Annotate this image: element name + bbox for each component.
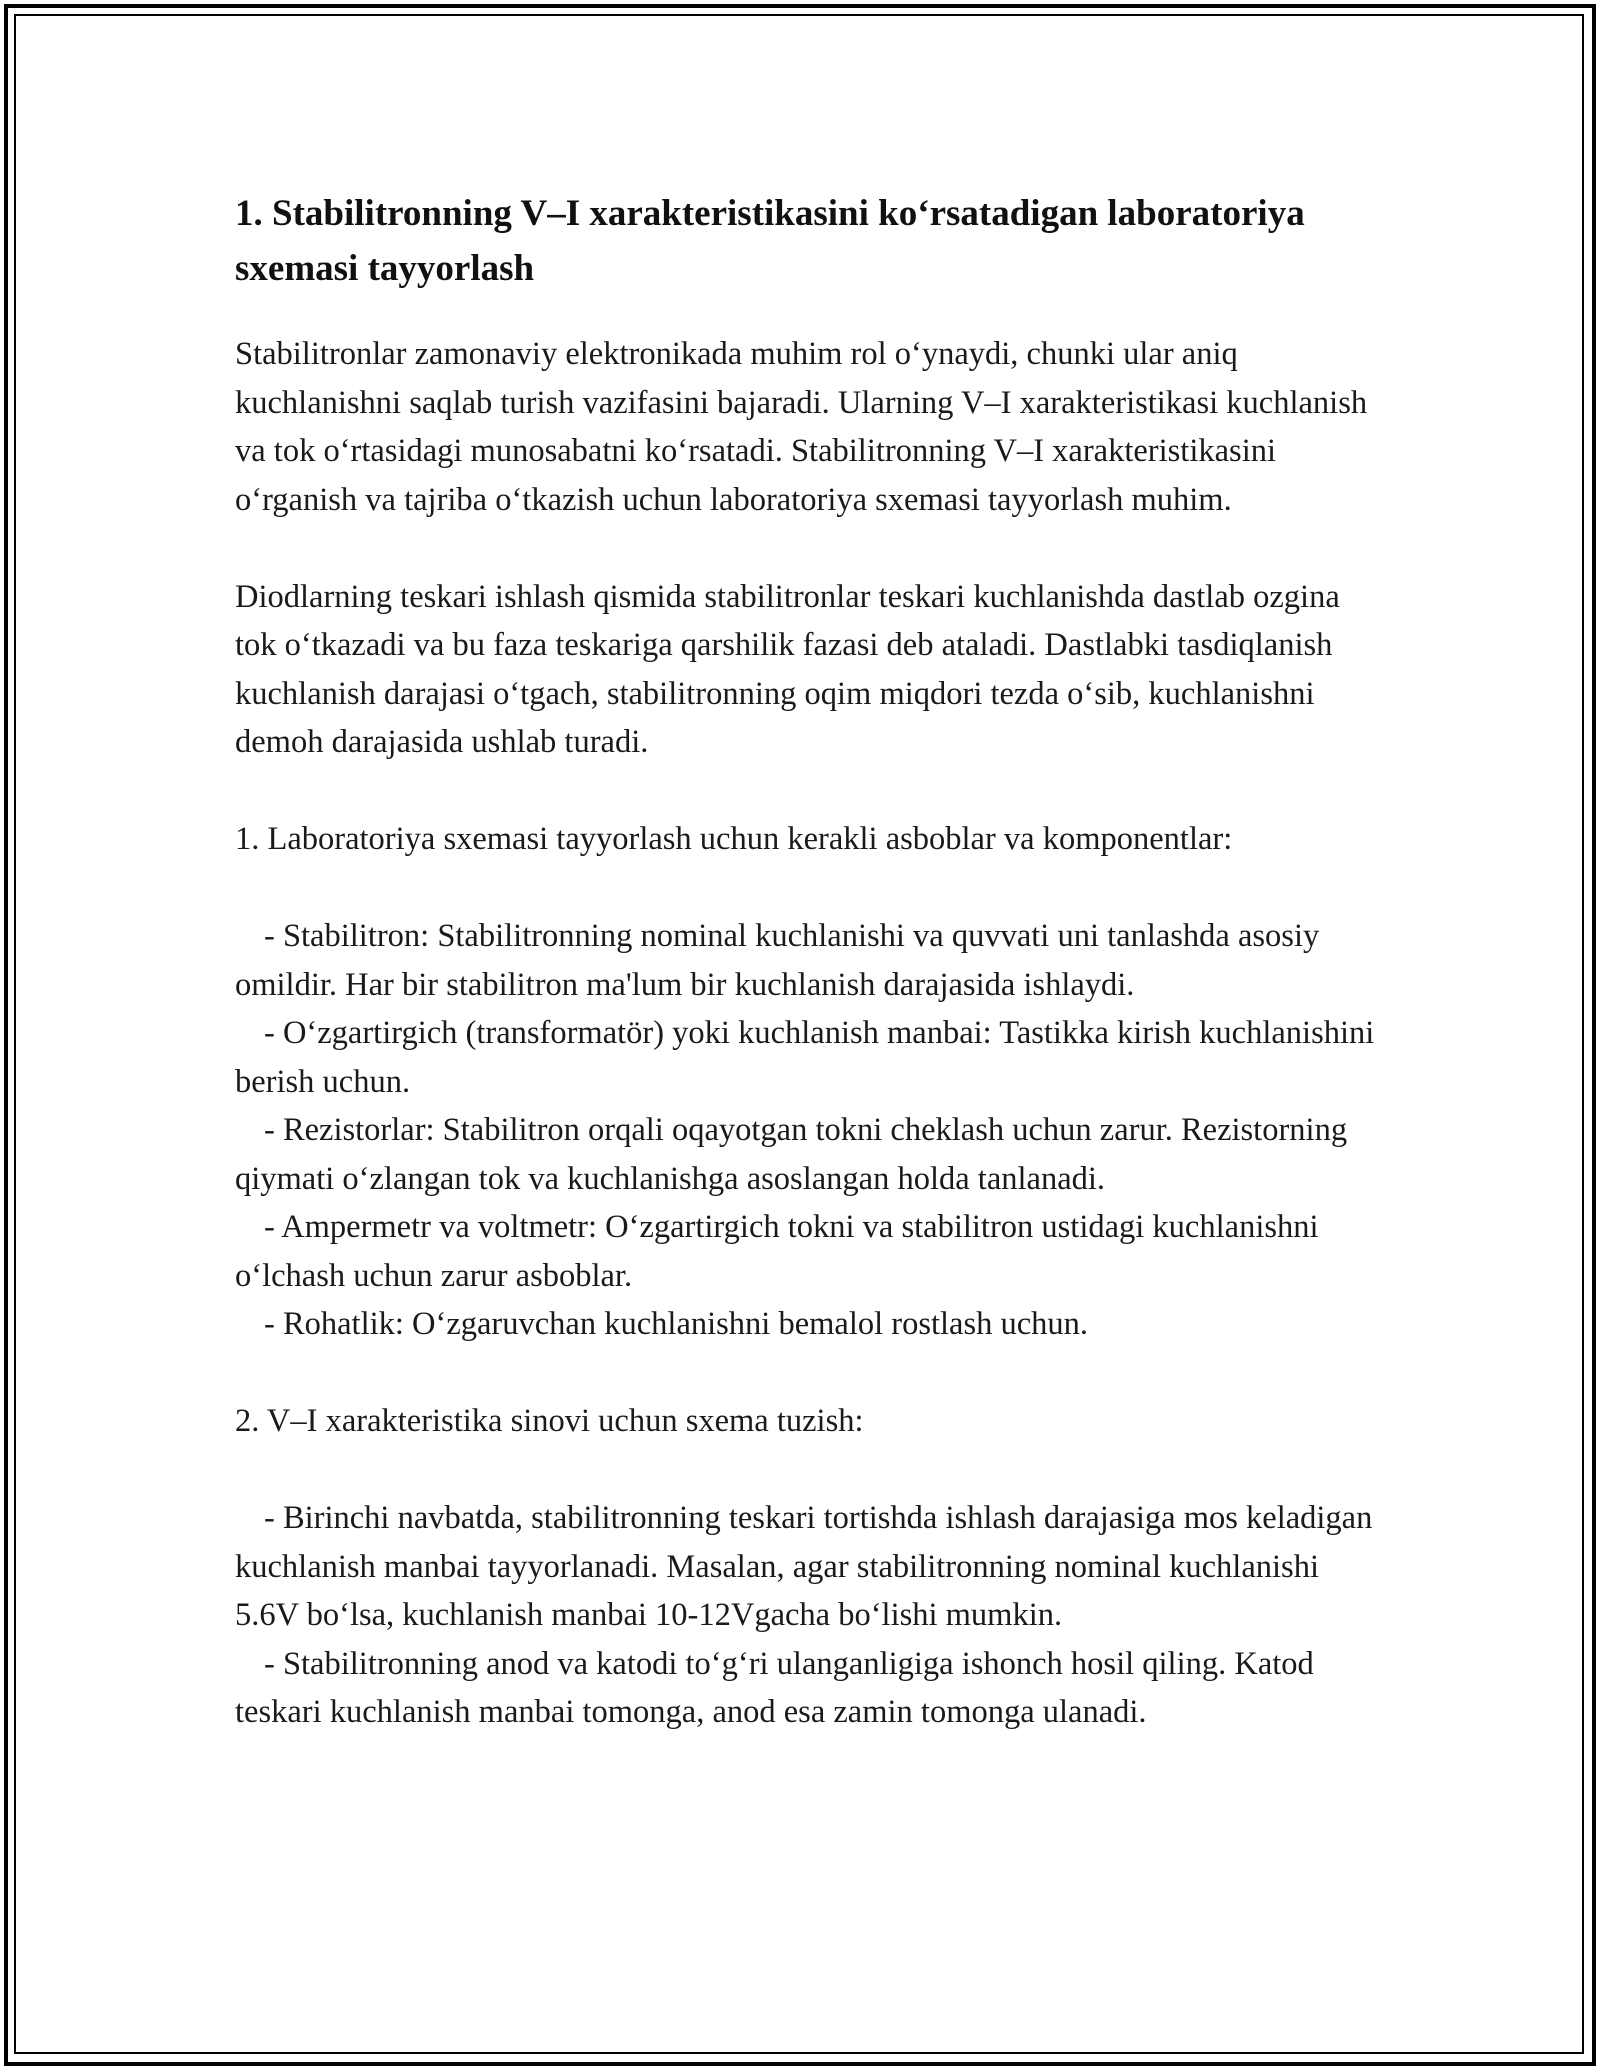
list-item: - Rohatlik: O‘zgaruvchan kuchlanishni bemalol rostlash uchun. [264, 1306, 1089, 1342]
second-paragraph: Diodlarning teskari ishlash qismida stabilitronlar teskari kuchlanishda dastlab ozgina tok o‘tkazadi va bu faza teskariga qarshilik fazasi deb ataladi. Dastlabki tasdiqlanish kuchlanish darajasi o‘tgach, stabilitronning oqim miqdori tezda o‘sib, kuchlanishni demoh darajasida ushlab turadi. [235, 578, 1348, 760]
paragraph-spacer [235, 767, 1385, 816]
list-item: - Stabilitronning anod va katodi to‘g‘ri ulanganligiga ishonch hosil qiling. Katod teskari kuchlanish manbai tomonga, anod esa zamin tomonga ulanadi. [235, 1645, 1322, 1730]
list-item: - Birinchi navbatda, stabilitronning teskari tortishda ishlash darajasiga mos keladigan kuchlanish manbai tayyorlanadi. Masalan, agar stabilitronning nominal kuchlanishi 5.6V bo‘lsa, kuchlanish manbai 10-12Vgacha bo‘lishi mumkin. [235, 1500, 1381, 1633]
list-item: - Rezistorlar: Stabilitron orqali oqayotgan tokni cheklash uchun zarur. Rezistorning qiymati o‘zlangan tok va kuchlanishga asoslangan holda tanlanadi. [235, 1112, 1356, 1197]
section1-heading: 1. Laboratoriya sxemasi tayyorlash uchun kerakli asboblar va komponentlar: [235, 821, 1233, 857]
intro-paragraph: Stabilitronlar zamonaviy elektronikada muhim rol o‘ynaydi, chunki ular aniq kuchlanishni saqlab turish vazifasini bajaradi. Ularning V–I xarakteristikasi kuchlanish va tok o‘rtasidagi munosabatni ko‘rsatadi. Stabilitronning V–I xarakteristikasini o‘rganish va tajriba o‘tkazish uchun laboratoriya sxemasi tayyorlash muhim. [235, 336, 1376, 518]
document-title: 1. Stabilitronning V–I xarakteristikasini ko‘rsatadigan laboratoriya sxemasi tayyorlash [235, 193, 1305, 289]
list-item: - Ampermetr va voltmetr: O‘zgartirgich tokni va stabilitron ustidagi kuchlanishni o‘lchash uchun zarur asboblar. [235, 1209, 1327, 1294]
list-item: - Stabilitron: Stabilitronning nominal kuchlanishi va quvvati uni tanlashda asosiy omildir. Har bir stabilitron ma'lum bir kuchlanish darajasida ishlaydi. [235, 918, 1328, 1003]
paragraph-spacer [235, 864, 1385, 913]
paragraph-spacer [235, 1446, 1385, 1495]
paragraph-spacer [235, 1349, 1385, 1398]
section2-heading: 2. V–I xarakteristika sinovi uchun sxema tuzish: [235, 1403, 864, 1439]
paragraph-spacer [235, 524, 1385, 573]
document-body [235, 186, 1385, 1737]
list-item: - O‘zgartirgich (transformatör) yoki kuchlanish manbai: Tastikka kirish kuchlanishini berish uchun. [235, 1015, 1383, 1100]
